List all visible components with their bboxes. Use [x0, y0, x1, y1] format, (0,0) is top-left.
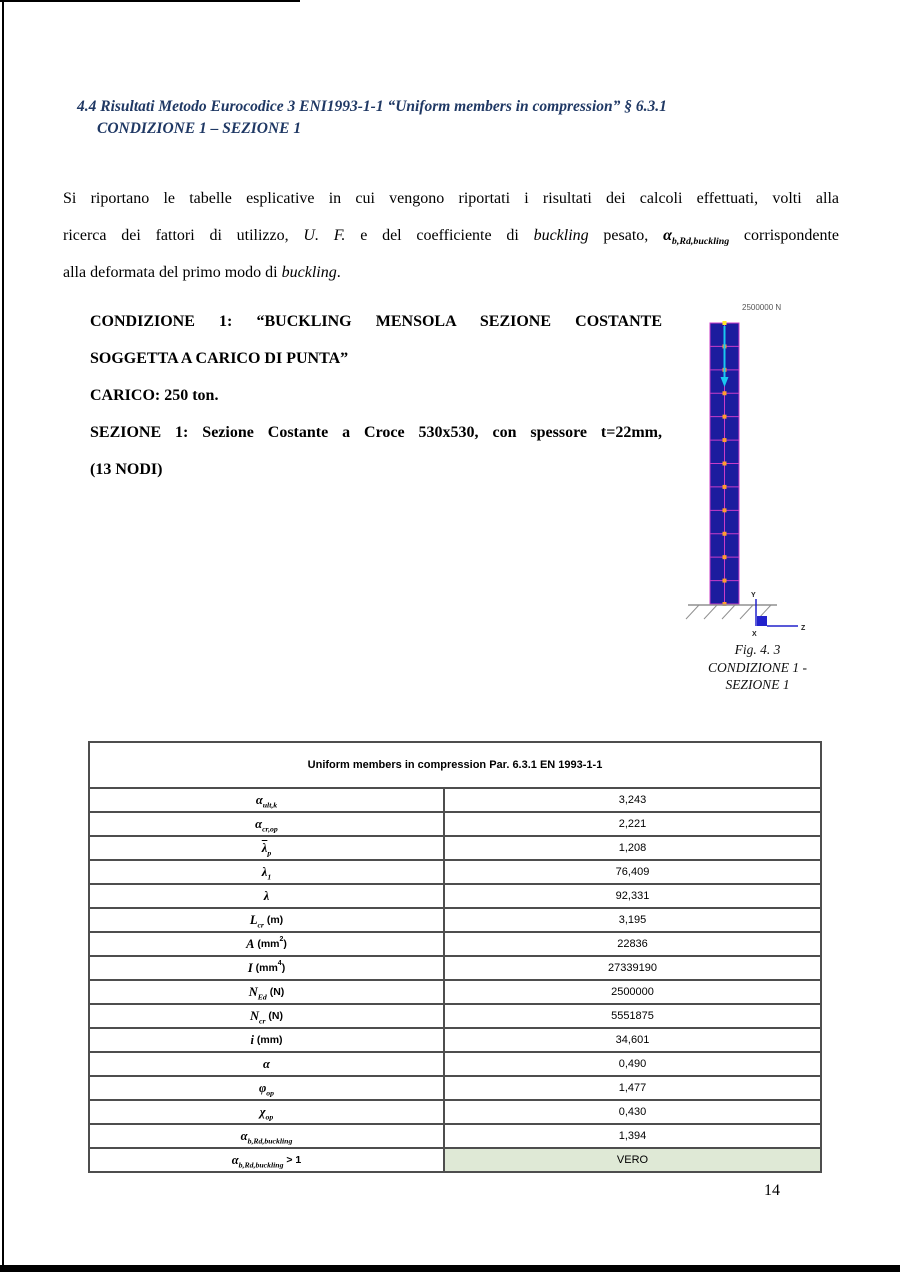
node-dot: [723, 438, 727, 442]
param-value: 0,430: [444, 1100, 821, 1124]
table-row: [89, 884, 821, 908]
param-value: 1,477: [444, 1076, 821, 1100]
table-row: [89, 788, 821, 812]
ground-hatch: [722, 605, 735, 619]
ground-hatch: [740, 605, 753, 619]
condition-line: SEZIONE 1: Sezione Costante a Croce 530x530, con spessore t=22mm,: [90, 424, 662, 441]
ground-hatch: [686, 605, 699, 619]
node-dot: [723, 555, 727, 559]
param-label: $\alpha_{cr,op}$: [89, 812, 444, 836]
param-label: $N_{cr}$ (N): [89, 1004, 444, 1028]
node-dot: [723, 415, 727, 419]
param-label: $N_{Ed}$ (N): [89, 980, 444, 1004]
table-header-row: [89, 742, 821, 788]
param-label: $\chi_{op}$: [89, 1100, 444, 1124]
axis-origin-square: [757, 616, 767, 626]
param-value: 3,243: [444, 788, 821, 812]
param-value: 34,601: [444, 1028, 821, 1052]
table-row: [89, 1124, 821, 1148]
condition-line: CARICO: 250 ton.: [90, 387, 219, 404]
table-row: [89, 980, 821, 1004]
param-label: α: [89, 1052, 444, 1076]
table-row: [89, 956, 821, 980]
page-edge-top: [0, 0, 300, 2]
table-row: [89, 1028, 821, 1052]
page-edge-bottom: [0, 1265, 900, 1272]
param-value: 27339190: [444, 956, 821, 980]
condition-line: SOGGETTA A CARICO DI PUNTA”: [90, 350, 349, 367]
param-label: $\overline{\lambda}_p$: [89, 836, 444, 860]
table-row: [89, 908, 821, 932]
paragraph-line: ricerca dei fattori di utilizzo, U. F. e del coefficiente di buckling pesato, $\alpha_{b,Rd,buckling}$ corrispondente: [63, 227, 840, 248]
node-dot: [723, 391, 727, 395]
table-row: [89, 860, 821, 884]
condition-line: CONDIZIONE 1: “BUCKLING MENSOLA SEZIONE COSTANTE: [90, 313, 662, 330]
param-label: A $(mm^2)$: [89, 932, 444, 956]
table-row: [89, 836, 821, 860]
table-title: Uniform members in compression Par. 6.3.1 EN 1993-1-1: [89, 742, 821, 788]
figure-caption-line: CONDIZIONE 1 -: [707, 659, 807, 675]
param-label: λ: [89, 884, 444, 908]
results-table: [88, 741, 822, 1173]
condition-line: (13 NODI): [90, 461, 163, 478]
condition-block: [90, 303, 662, 488]
fem-column-figure: [685, 300, 830, 645]
param-value: 1,208: [444, 836, 821, 860]
param-value: 3,195: [444, 908, 821, 932]
param-value: 76,409: [444, 860, 821, 884]
paragraph-line: alla deformata del primo modo di buckling.: [63, 264, 341, 281]
ground-hatch: [704, 605, 717, 619]
node-dot: [723, 462, 727, 466]
param-label: $\alpha_{b,Rd,buckling}$: [89, 1124, 444, 1148]
param-label: $L_{cr}$ (m): [89, 908, 444, 932]
param-value: 0,490: [444, 1052, 821, 1076]
node-dot: [723, 508, 727, 512]
axis-x-label: X: [752, 631, 757, 638]
table-row: [89, 1076, 821, 1100]
param-value: 22836: [444, 932, 821, 956]
table-row: [89, 1004, 821, 1028]
param-value: VERO: [444, 1148, 821, 1172]
fem-column-canvas: [685, 300, 830, 645]
param-value: 2500000: [444, 980, 821, 1004]
page-number: 14: [764, 1182, 780, 1199]
param-label: $\lambda_1$: [89, 860, 444, 884]
intro-paragraph: [63, 180, 839, 291]
figure-caption-line: Fig. 4. 3: [734, 642, 781, 657]
param-label: $\alpha_{ult,k}$: [89, 788, 444, 812]
param-label: $\alpha_{b,Rd,buckling} > 1$: [89, 1148, 444, 1172]
table-row: [89, 1100, 821, 1124]
table-row: [89, 812, 821, 836]
paragraph-line: Si riportano le tabelle esplicative in cui vengono riportati i risultati dei calcoli effettuati, volti alla: [63, 190, 839, 207]
param-value: 5551875: [444, 1004, 821, 1028]
load-value-label: 2500000 N: [742, 303, 782, 312]
section-heading-line2: CONDIZIONE 1 – SEZIONE 1: [97, 120, 302, 137]
section-heading-line1: 4.4 Risultati Metodo Eurocodice 3 ENI1993-1-1 “Uniform members in compression” § 6.3.1: [77, 98, 667, 115]
figure-caption: [675, 641, 840, 694]
table-row: [89, 932, 821, 956]
section-heading: [77, 96, 837, 140]
node-dot: [723, 579, 727, 583]
node-dot: [723, 485, 727, 489]
axis-z-label: Z: [801, 625, 806, 632]
param-value: 2,221: [444, 812, 821, 836]
table-row: [89, 1148, 821, 1172]
param-label: I $(mm^4)$: [89, 956, 444, 980]
figure-caption-line: SEZIONE 1: [725, 677, 790, 692]
param-value: 1,394: [444, 1124, 821, 1148]
results-table-body: [89, 788, 821, 1172]
page-edge-left: [2, 0, 4, 1265]
axis-y-label: Y: [751, 592, 756, 599]
param-value: 92,331: [444, 884, 821, 908]
param-label: i (mm): [89, 1028, 444, 1052]
param-label: $\varphi_{op}$: [89, 1076, 444, 1100]
top-node-dot: [723, 321, 727, 325]
table-row: [89, 1052, 821, 1076]
node-dot: [723, 532, 727, 536]
